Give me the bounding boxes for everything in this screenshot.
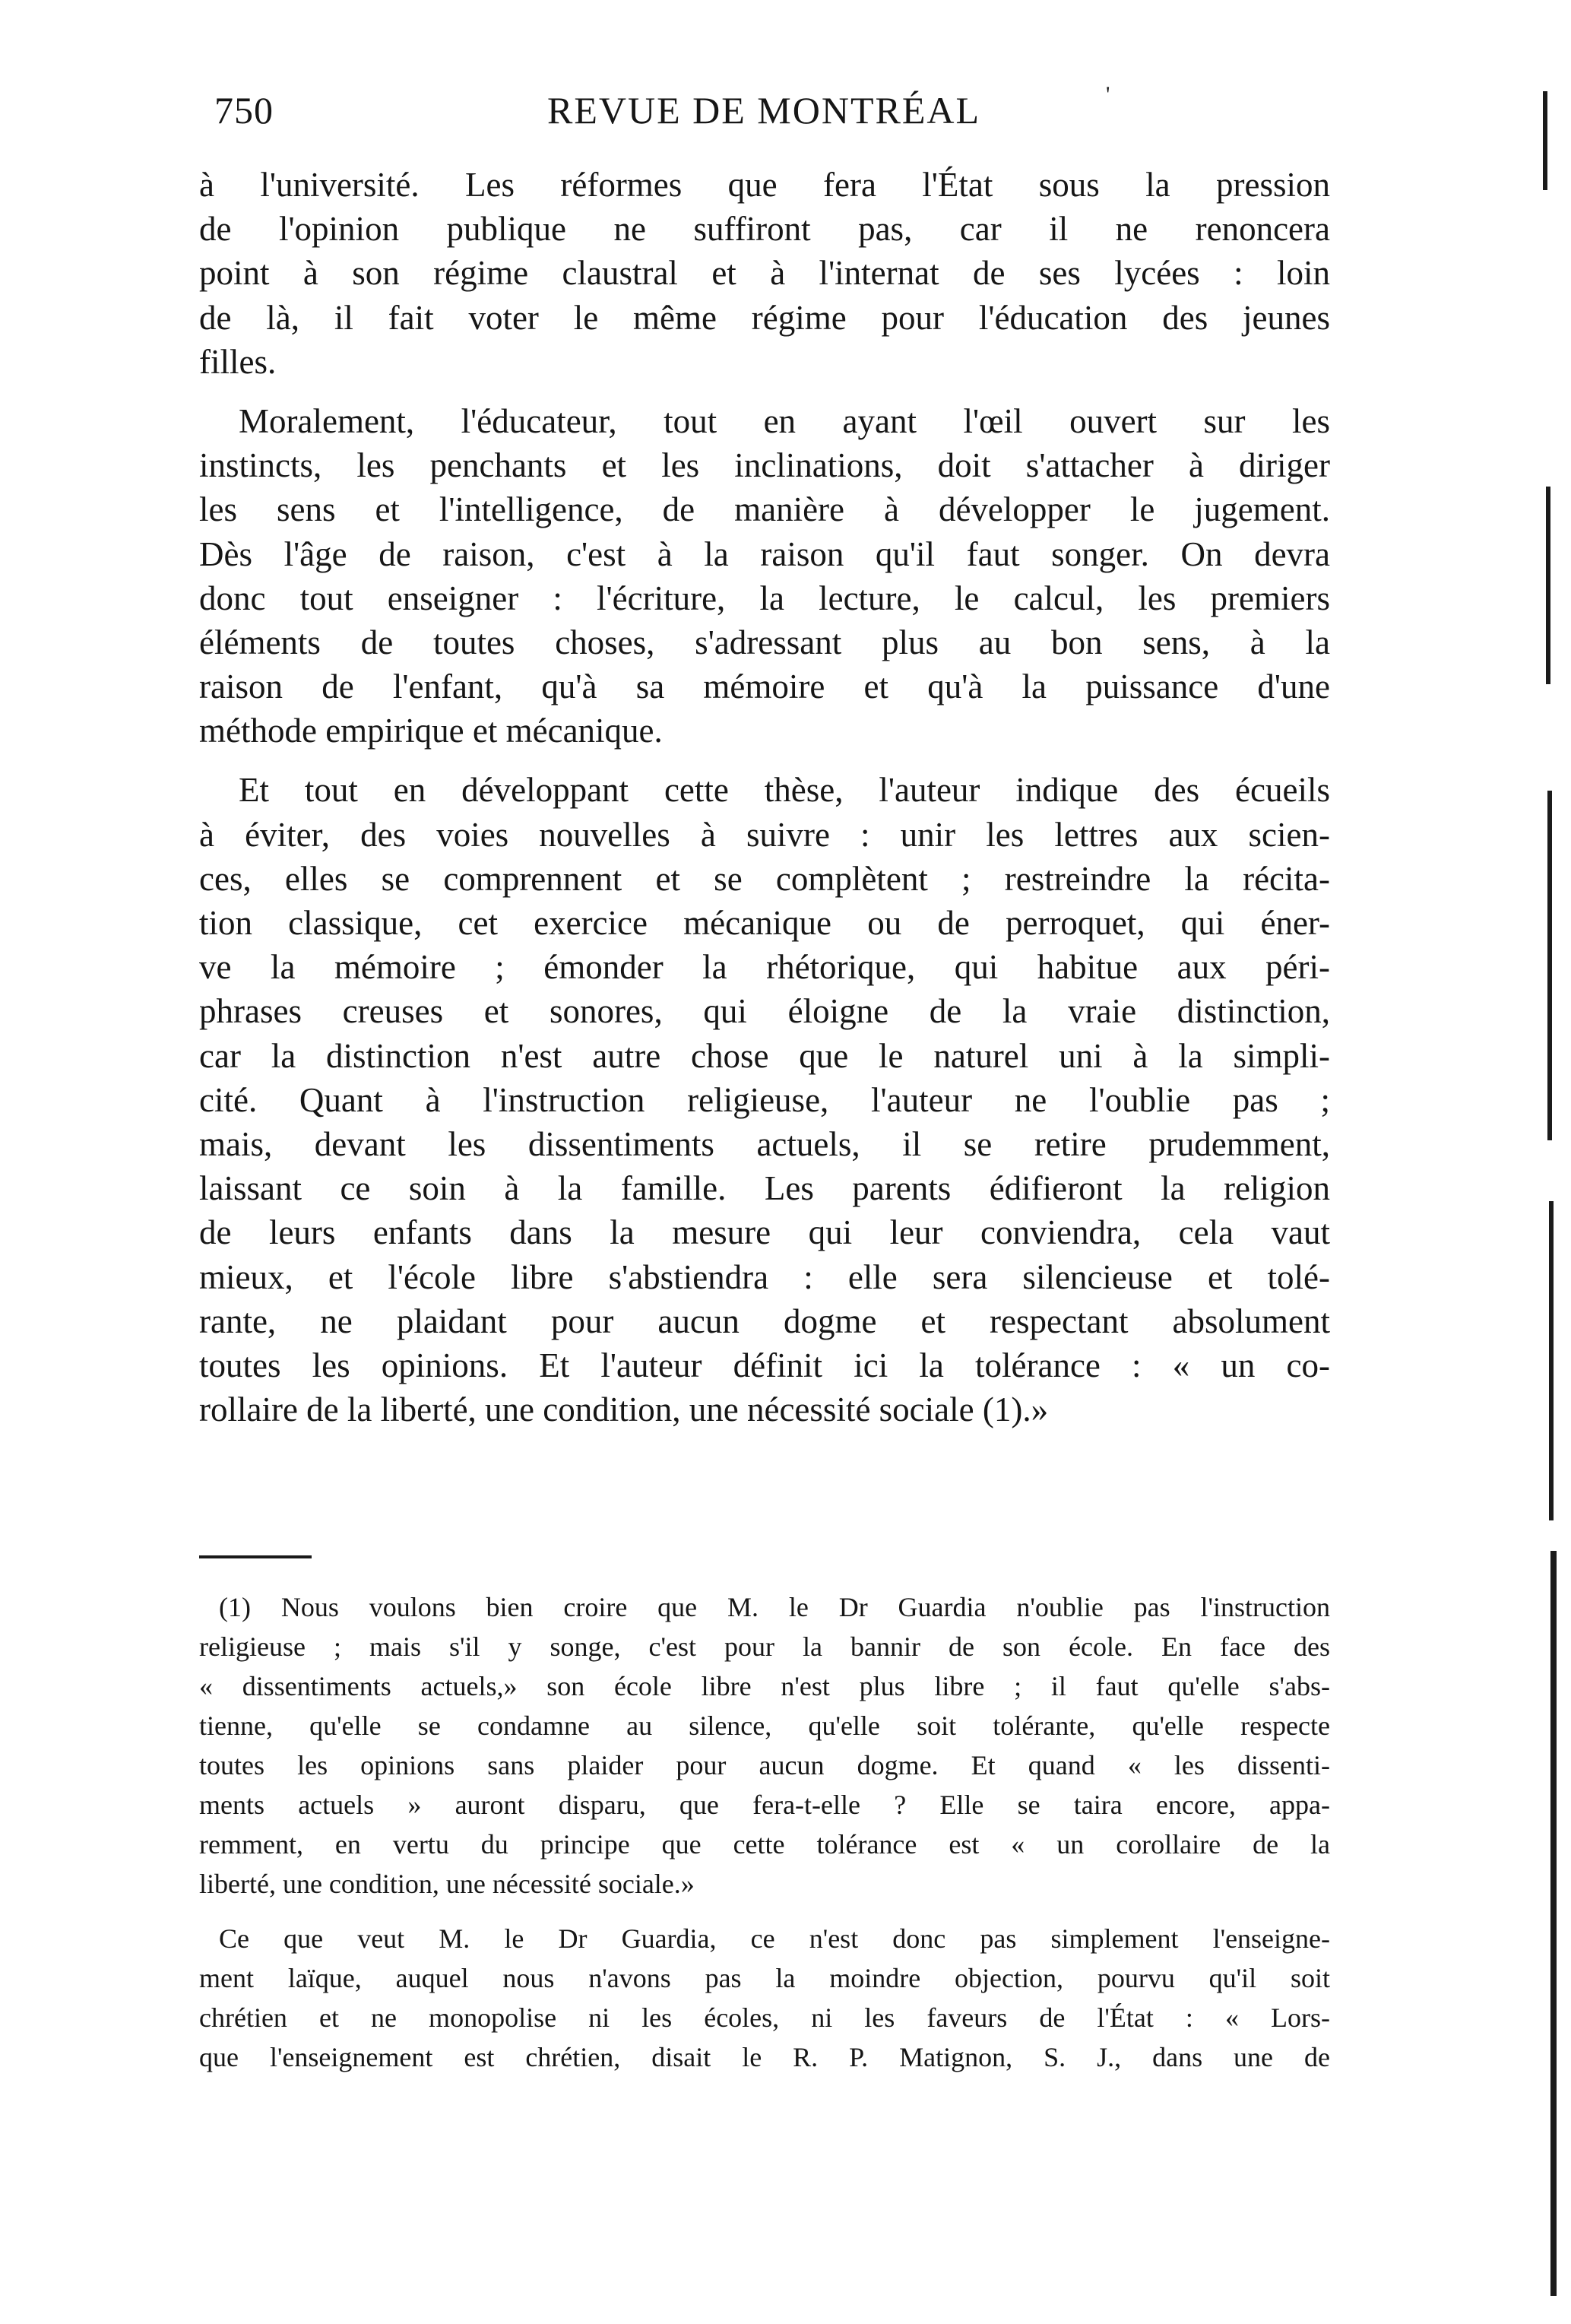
body-line: toutes les opinions. Et l'auteur définit ici la tolérance : « un co-: [199, 1346, 1330, 1384]
footnotes: [199, 1587, 1330, 2077]
footnote-line: ments actuels » auront disparu, que fera-t-elle ? Elle se taira encore, appa-: [199, 1790, 1330, 1820]
running-title: REVUE DE MONTRÉAL: [547, 89, 981, 132]
body-line: Moralement, l'éducateur, tout en ayant l'œil ouvert sur les: [239, 401, 1330, 440]
paragraph-gap: [199, 384, 1330, 399]
footnote-line: remment, en vertu du principe que cette tolérance est « un corollaire de la: [199, 1829, 1330, 1860]
body-line: mais, devant les dissentiments actuels, il se retire prudemment,: [199, 1124, 1330, 1163]
body-line: donc tout enseigner : l'écriture, la lecture, le calcul, les premiers: [199, 579, 1330, 617]
body-line: à éviter, des voies nouvelles à suivre : unir les lettres aux scien-: [199, 815, 1330, 854]
binding-edge: [1520, 61, 1571, 2324]
body-line: point à son régime claustral et à l'internat de ses lycées : loin: [199, 254, 1330, 293]
body-line: ve la mémoire ; émonder la rhétorique, qui habitue aux péri-: [199, 948, 1330, 987]
body-line: Dès l'âge de raison, c'est à la raison qu'il faut songer. On devra: [199, 534, 1330, 573]
binding-line: [1550, 1551, 1557, 2296]
footnote-line: liberté, une condition, une nécessité sociale.»: [199, 1869, 695, 1899]
footnote-line: religieuse ; mais s'il y songe, c'est pour la bannir de son école. En face des: [199, 1631, 1330, 1662]
footnote-line: ment laïque, auquel nous n'avons pas la moindre objection, pourvu qu'il soit: [199, 1963, 1330, 1993]
footnote-gap: [199, 1904, 1330, 1919]
body-line: raison de l'enfant, qu'à sa mémoire et qu'à la puissance d'une: [199, 667, 1330, 706]
body-line: mieux, et l'école libre s'abstiendra : elle sera silencieuse et tolé-: [199, 1257, 1330, 1296]
footnote-line: tienne, qu'elle se condamne au silence, qu'elle soit tolérante, qu'elle respecte: [199, 1711, 1330, 1741]
body-line: rollaire de la liberté, une condition, une nécessité sociale (1).»: [199, 1390, 1049, 1429]
body-line: tion classique, cet exercice mécanique ou de perroquet, qui éner-: [199, 904, 1330, 942]
body-line: de l'opinion publique ne suffiront pas, car il ne renoncera: [199, 210, 1330, 249]
body-line: laissant ce soin à la famille. Les parents édifieront la religion: [199, 1169, 1330, 1208]
body-line: rante, ne plaidant pour aucun dogme et respectant absolument: [199, 1302, 1330, 1340]
body-line: cité. Quant à l'instruction religieuse, l'auteur ne l'oublie pas ;: [199, 1080, 1330, 1119]
paragraph-gap: [199, 753, 1330, 768]
body-line: car la distinction n'est autre chose que le naturel uni à la simpli-: [199, 1036, 1330, 1075]
footnote-line: toutes les opinions sans plaider pour aucun dogme. Et quand « les dissenti-: [199, 1750, 1330, 1780]
body-line: méthode empirique et mécanique.: [199, 712, 663, 750]
body-line: éléments de toutes choses, s'adressant plus au bon sens, à la: [199, 623, 1330, 661]
footnote-line: chrétien et ne monopolise ni les écoles, ni les faveurs de l'État : « Lors-: [199, 2002, 1330, 2033]
body-line: phrases creuses et sonores, qui éloigne de la vraie distinction,: [199, 992, 1330, 1031]
footnote-line: Ce que veut M. le Dr Guardia, ce n'est donc pas simplement l'enseigne-: [219, 1923, 1330, 1954]
body-line: de là, il fait voter le même régime pour l'éducation des jeunes: [199, 298, 1330, 337]
body-line: à l'université. Les réformes que fera l'État sous la pression: [199, 166, 1330, 204]
page-number: 750: [214, 89, 274, 132]
body-line: instincts, les penchants et les inclinations, doit s'attacher à diriger: [199, 446, 1330, 485]
footnote-line: (1) Nous voulons bien croire que M. le Dr Guardia n'oublie pas l'instruction: [219, 1592, 1330, 1622]
binding-line: [1549, 1201, 1554, 1520]
footnote-line: « dissentiments actuels,» son école libre n'est plus libre ; il faut qu'elle s'abs-: [199, 1671, 1330, 1701]
body-line: filles.: [199, 342, 277, 381]
header-stray-mark: ': [1106, 82, 1111, 107]
running-header: [198, 82, 1338, 143]
binding-line: [1547, 791, 1552, 1140]
binding-line: [1543, 91, 1547, 190]
body-line: Et tout en développant cette thèse, l'auteur indique des écueils: [239, 771, 1330, 810]
footnote-line: que l'enseignement est chrétien, disait le R. P. Matignon, S. J., dans une de: [199, 2042, 1330, 2072]
binding-line: [1546, 487, 1550, 684]
body-line: de leurs enfants dans la mesure qui leur conviendra, cela vaut: [199, 1213, 1330, 1252]
footnote-rule: [199, 1555, 312, 1558]
body-line: ces, elles se comprennent et se complètent ; restreindre la récita-: [199, 859, 1330, 898]
body-text: [199, 163, 1330, 1431]
body-line: les sens et l'intelligence, de manière à développer le jugement.: [199, 490, 1330, 529]
